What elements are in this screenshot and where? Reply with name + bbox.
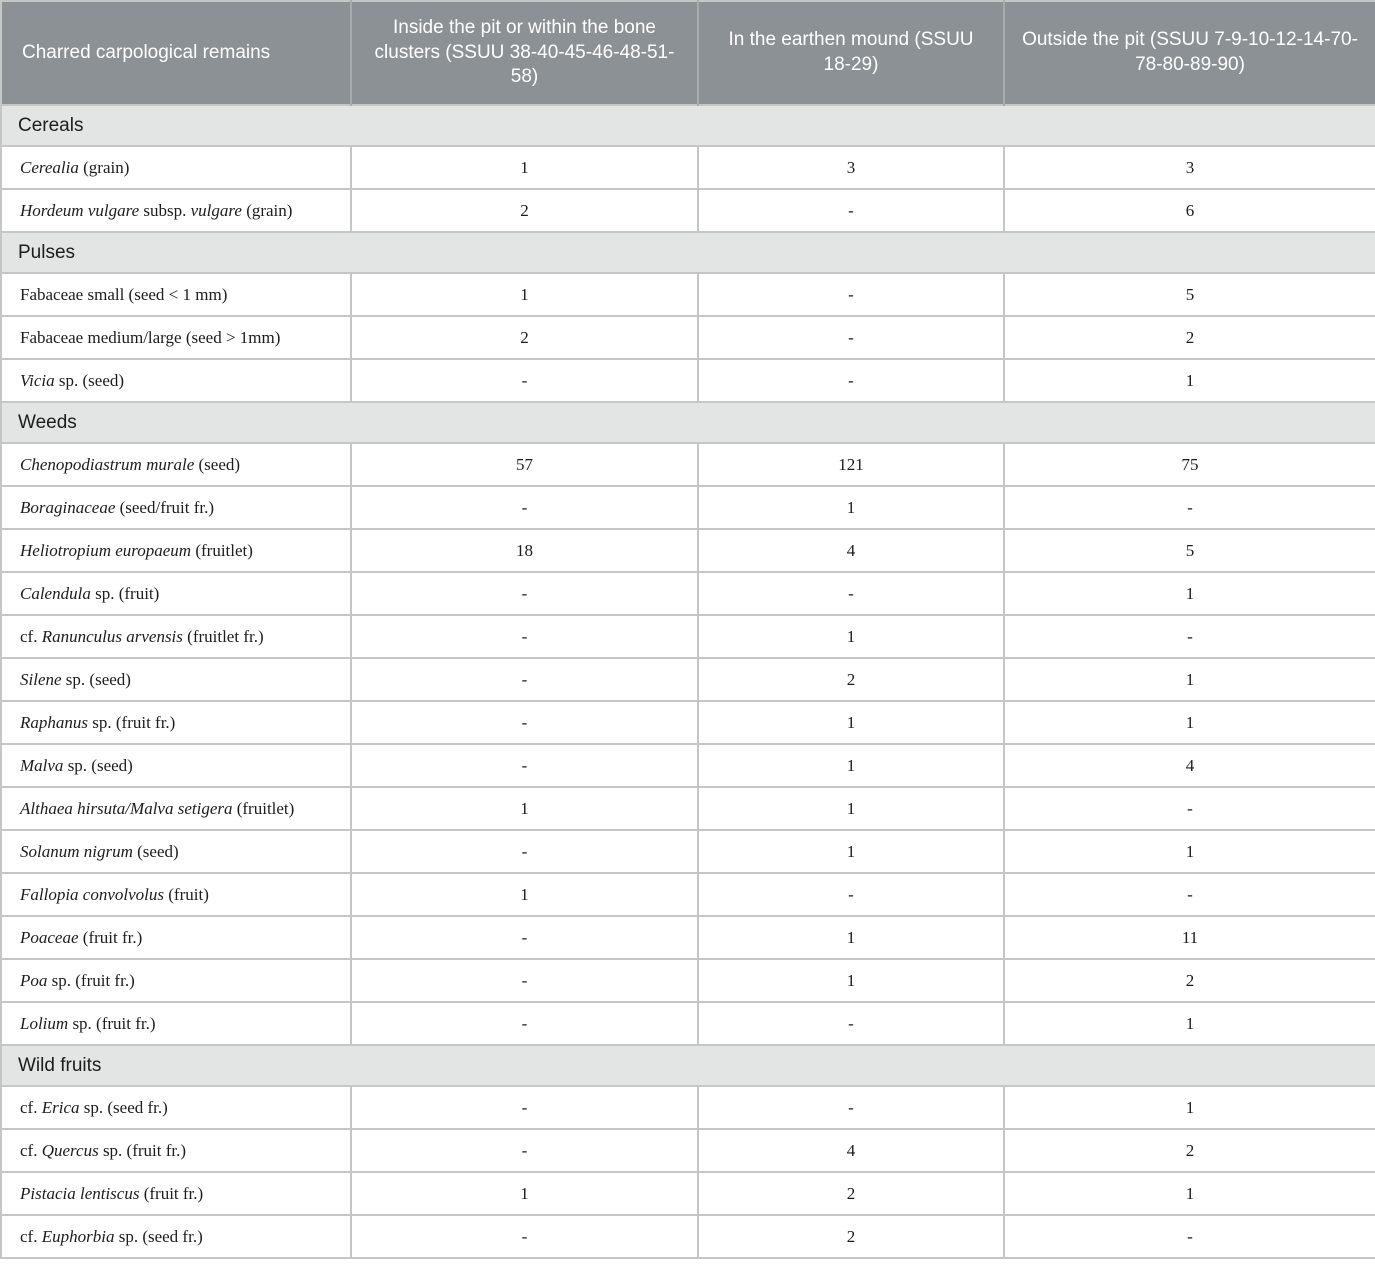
name-text: sp. (fruit fr.): [88, 712, 176, 732]
taxon-name: Poa: [20, 970, 48, 990]
count-cell: 1: [351, 787, 698, 830]
species-name-cell: [1, 1002, 351, 1045]
name-text: sp. (seed fr.): [79, 1097, 168, 1117]
header-row: [1, 1, 1375, 105]
table-row: [1, 1215, 1375, 1258]
count-cell: -: [351, 658, 698, 701]
taxon-name: Cerealia: [20, 157, 79, 177]
count-cell: -: [351, 359, 698, 402]
taxon-name: Ranunculus arvensis: [41, 626, 183, 646]
section-label: Weeds: [1, 402, 1375, 443]
name-text: (fruitlet): [232, 798, 295, 818]
taxon-name: Solanum nigrum: [20, 841, 133, 861]
count-cell: 2: [1004, 959, 1375, 1002]
count-cell: 1: [698, 744, 1004, 787]
name-text: sp. (fruit fr.): [68, 1013, 156, 1033]
name-text: (grain): [78, 157, 130, 177]
count-cell: 1: [1004, 701, 1375, 744]
count-cell: 3: [1004, 146, 1375, 189]
species-name-cell: [1, 486, 351, 529]
count-cell: 11: [1004, 916, 1375, 959]
species-name-cell: [1, 1215, 351, 1258]
table-row: [1, 273, 1375, 316]
taxon-name: Poaceae: [20, 927, 79, 947]
count-cell: -: [1004, 615, 1375, 658]
species-name-cell: [1, 1129, 351, 1172]
taxon-name: Erica: [41, 1097, 80, 1117]
name-text: (fruit fr.): [139, 1183, 204, 1203]
taxon-name: Chenopodiastrum murale: [20, 454, 195, 474]
species-name-cell: [1, 744, 351, 787]
count-cell: 6: [1004, 189, 1375, 232]
species-name-cell: [1, 529, 351, 572]
species-name-cell: [1, 830, 351, 873]
species-name-cell: [1, 701, 351, 744]
section-label: Wild fruits: [1, 1045, 1375, 1086]
count-cell: 1: [698, 959, 1004, 1002]
count-cell: 2: [351, 189, 698, 232]
taxon-name: Heliotropium europaeum: [20, 540, 192, 560]
table-row: [1, 873, 1375, 916]
section-label: Cereals: [1, 105, 1375, 146]
table-header: [1, 1, 1375, 105]
count-cell: 2: [698, 1215, 1004, 1258]
count-cell: 1: [1004, 572, 1375, 615]
taxon-name: Euphorbia: [41, 1226, 115, 1246]
table-row: [1, 316, 1375, 359]
count-cell: -: [351, 830, 698, 873]
table-row: [1, 658, 1375, 701]
species-name-cell: [1, 787, 351, 830]
name-text: (fruit): [164, 884, 209, 904]
species-name-cell: [1, 873, 351, 916]
taxon-name: Fallopia convolvolus: [20, 884, 165, 904]
count-cell: -: [698, 189, 1004, 232]
name-text: cf.: [20, 1097, 42, 1117]
species-name-cell: [1, 189, 351, 232]
name-text: sp. (seed fr.): [114, 1226, 203, 1246]
column-header-3: In the earthen mound (SSUU 18-29): [698, 1, 1004, 105]
table-row: [1, 1129, 1375, 1172]
table-row: [1, 146, 1375, 189]
taxon-name: Malva: [20, 755, 64, 775]
column-header-4: Outside the pit (SSUU 7-9-10-12-14-70-78-80-89-90): [1004, 1, 1375, 105]
count-cell: 1: [351, 1172, 698, 1215]
name-text: (seed/fruit fr.): [115, 497, 215, 517]
count-cell: 3: [698, 146, 1004, 189]
count-cell: 1: [698, 615, 1004, 658]
count-cell: 75: [1004, 443, 1375, 486]
species-name-cell: [1, 615, 351, 658]
column-header-2: Inside the pit or within the bone clusters (SSUU 38-40-45-46-48-51-58): [351, 1, 698, 105]
table-row: [1, 744, 1375, 787]
species-name-cell: [1, 1172, 351, 1215]
name-text: Fabaceae small (seed < 1 mm): [20, 284, 228, 304]
table-row: [1, 787, 1375, 830]
taxon-name: Boraginaceae: [20, 497, 116, 517]
count-cell: 4: [1004, 744, 1375, 787]
count-cell: 1: [351, 146, 698, 189]
count-cell: 2: [698, 658, 1004, 701]
species-name-cell: [1, 146, 351, 189]
taxon-name: Lolium: [20, 1013, 69, 1033]
count-cell: -: [351, 1215, 698, 1258]
count-cell: 1: [698, 787, 1004, 830]
table-row: [1, 189, 1375, 232]
name-text: (fruit fr.): [78, 927, 143, 947]
count-cell: -: [698, 1002, 1004, 1045]
count-cell: 1: [351, 273, 698, 316]
count-cell: 2: [1004, 316, 1375, 359]
count-cell: 1: [1004, 359, 1375, 402]
species-name-cell: [1, 273, 351, 316]
count-cell: -: [698, 273, 1004, 316]
name-text: (seed): [132, 841, 179, 861]
name-text: (seed): [194, 454, 241, 474]
name-text: sp. (fruit fr.): [47, 970, 135, 990]
table-row: [1, 830, 1375, 873]
name-text: sp. (fruit): [90, 583, 160, 603]
count-cell: 57: [351, 443, 698, 486]
table-row: [1, 529, 1375, 572]
count-cell: -: [698, 873, 1004, 916]
species-name-cell: [1, 443, 351, 486]
count-cell: 1: [1004, 658, 1375, 701]
count-cell: -: [351, 1086, 698, 1129]
table-row: [1, 1002, 1375, 1045]
taxon-name: Althaea hirsuta/Malva setigera: [20, 798, 233, 818]
count-cell: -: [351, 744, 698, 787]
count-cell: 5: [1004, 273, 1375, 316]
table-row: [1, 443, 1375, 486]
count-cell: -: [698, 359, 1004, 402]
name-text: sp. (seed): [61, 669, 131, 689]
table-row: [1, 959, 1375, 1002]
name-text: cf.: [20, 1140, 42, 1160]
count-cell: -: [351, 701, 698, 744]
name-text: cf.: [20, 626, 42, 646]
count-cell: -: [351, 1129, 698, 1172]
table-body: [1, 105, 1375, 1258]
count-cell: -: [351, 1002, 698, 1045]
count-cell: 2: [351, 316, 698, 359]
section-label: Pulses: [1, 232, 1375, 273]
taxon-name: Calendula: [20, 583, 91, 603]
taxon-name: Vicia: [20, 370, 55, 390]
count-cell: 2: [698, 1172, 1004, 1215]
name-text: subsp.: [139, 200, 191, 220]
table-row: [1, 1086, 1375, 1129]
count-cell: 1: [698, 701, 1004, 744]
species-name-cell: [1, 359, 351, 402]
count-cell: 1: [1004, 1002, 1375, 1045]
count-cell: 4: [698, 529, 1004, 572]
name-text: (fruitlet): [191, 540, 253, 560]
species-name-cell: [1, 959, 351, 1002]
count-cell: -: [1004, 486, 1375, 529]
table-row: [1, 572, 1375, 615]
count-cell: 1: [698, 486, 1004, 529]
count-cell: -: [1004, 1215, 1375, 1258]
count-cell: -: [351, 486, 698, 529]
section-row-pulses: [1, 232, 1375, 273]
name-text: (fruitlet fr.): [182, 626, 264, 646]
count-cell: 18: [351, 529, 698, 572]
count-cell: 121: [698, 443, 1004, 486]
count-cell: -: [698, 572, 1004, 615]
section-row-weeds: [1, 402, 1375, 443]
table-row: [1, 615, 1375, 658]
taxon-name: Quercus: [41, 1140, 99, 1160]
count-cell: 1: [1004, 1172, 1375, 1215]
species-name-cell: [1, 316, 351, 359]
name-text: sp. (fruit fr.): [98, 1140, 187, 1160]
taxon-name: Raphanus: [20, 712, 88, 732]
count-cell: 2: [1004, 1129, 1375, 1172]
count-cell: -: [351, 615, 698, 658]
taxon-name: Pistacia lentiscus: [20, 1183, 140, 1203]
taxon-name: Hordeum vulgare: [20, 200, 140, 220]
count-cell: -: [351, 572, 698, 615]
species-name-cell: [1, 658, 351, 701]
section-row-cereals: [1, 105, 1375, 146]
count-cell: -: [351, 959, 698, 1002]
taxon-name: Silene: [20, 669, 62, 689]
species-name-cell: [1, 916, 351, 959]
count-cell: 4: [698, 1129, 1004, 1172]
name-text: sp. (seed): [63, 755, 133, 775]
count-cell: 5: [1004, 529, 1375, 572]
name-text: (grain): [241, 200, 293, 220]
count-cell: 1: [351, 873, 698, 916]
count-cell: -: [1004, 873, 1375, 916]
table-row: [1, 701, 1375, 744]
table-row: [1, 359, 1375, 402]
species-name-cell: [1, 1086, 351, 1129]
count-cell: 1: [1004, 1086, 1375, 1129]
count-cell: 1: [698, 916, 1004, 959]
name-text: cf.: [20, 1226, 42, 1246]
count-cell: -: [1004, 787, 1375, 830]
count-cell: -: [351, 916, 698, 959]
count-cell: 1: [1004, 830, 1375, 873]
table-row: [1, 1172, 1375, 1215]
table-row: [1, 486, 1375, 529]
name-text: sp. (seed): [54, 370, 125, 390]
count-cell: -: [698, 1086, 1004, 1129]
name-text: Fabaceae medium/large (seed > 1mm): [20, 327, 281, 347]
count-cell: -: [698, 316, 1004, 359]
section-row-wild-fruits: [1, 1045, 1375, 1086]
species-name-cell: [1, 572, 351, 615]
column-header-1: Charred carpological remains: [1, 1, 351, 105]
table-row: [1, 916, 1375, 959]
count-cell: 1: [698, 830, 1004, 873]
taxon-name: vulgare: [190, 200, 242, 220]
